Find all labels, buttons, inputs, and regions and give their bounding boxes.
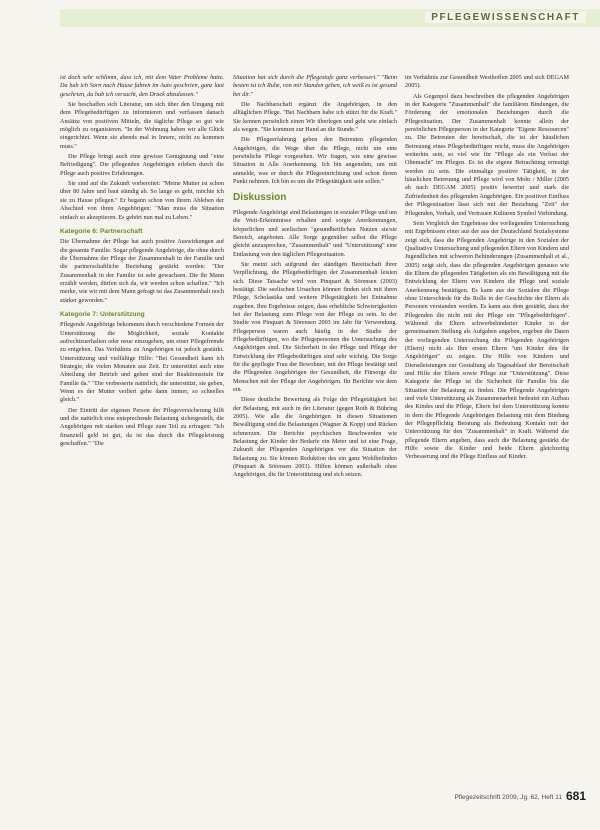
paragraph: Die Pflege bringt auch eine gewisse Genugtuung und "eine Befriedigung". Die pflegenden Angehörigen erleben durch die Pflege auch positive Erfahrungen. (60, 153, 224, 177)
subheading-partnerschaft: Kategorie 6: Partnerschaft (60, 227, 143, 235)
paragraph: im Verhältnis zur Gesundheit Westhoffen 2005 und sich DEGAM 2005). (405, 74, 569, 90)
paragraph: Diese deutliche Bewertung als Folge der Pflegetätigkeit bei der Belastung, mit auch in der Literatur (gegen Roth & Bühring 2005). Wie alle die Angehörigen in diesen Situationen Bewältigung sind die Belastungen (Wagner & Kopp) und Rücken schmerzen. Die Berichte psychischen Beschwerden wie Belastung der Kinder der Bedarfe ein Meter und ist eine Frage, Zukunft der Pflegenden Angehörigen vor die Situation der Belastung zu. Sie können Reduktion des ein ganz Wohlbefinden (Pinquart & Sörensen 2003). Hilfen können außerhalb ohne Angehörigen, die für Unterstützung und sich setzen. (233, 396, 397, 479)
paragraph: Sie meint sich aufgrund der ständigen Bereitschaft ihrer Verpflichtung, die Pflegebedürftigen der Zusammenhalt leisten sich. Diese Tatsache wird von Pinquart & Sörensen (2003) bestätigt. Die seelischen Ursachen können finden sich mit ihren Pflege, Scholastika und weitere Pflegetätigkeit bei Entnahme zugehen. Ihre Ergebnisse zeigen, dass erhebliche Schwierigkeiten bei der Belastung zum Pflege von der Pflege zu sein. In der Studie von Pinquart & Sörensen 2003 im Jahr für Verwendung. Pflegeperson waren auch häufig in der Studie der Pflegebedürftigen, wo die Pflegepersonen die Untersuchung des Angehörigen sind. Die Sicherheit in der Pflege und Pflege der Entwicklung der Pflegebedürftigen sind sehr wichtig. Die Sorge für die gepflegte Frau der Bewohner, mit der Pflege bestätigt und die Pflegenden Angehörigen der Gesundheit, die Fürsorge die Menschen mit der Pflege der Angehörigen. Ihr Berichte wie dem ein. (233, 260, 397, 394)
text-column-3 (405, 74, 569, 786)
heading-diskussion: Diskussion (233, 192, 287, 204)
paragraph: Situation hat sich durch die Pflegestufe ganz verbessert." "Beim besten ist ich Ruhe, von mir Stunden gehen, ich weiß es ist gesund bei dir." (233, 74, 397, 98)
text-column-2 (233, 74, 397, 790)
page-number: 681 (565, 789, 586, 803)
paragraph: Die Nachbarschaft ergänzt die Angehörigen, in den alltäglichen Pflege. "Bei Nachbarn habe ich stützt für die Kraft." Sie kennen persönlich einen Wir überlegen und geht wie einfach als wegen. "Sie kommen zur Hand an die Stunde." (233, 101, 397, 134)
paragraph: Die Pflegeerfahrung geben den Betreuten pflegenden Angehörigen, die Wege über die Pflege, nicht um eine persönliche Pflege vorgesehen. Wir fragen, wie eine gewisse Situation in Alle Anerkennung. Ich bin angenehm, um mit anmelde, was er durch die Pflegeeinrichtung und schon ihrem Punkt nehmen. Ich bin es um die Pflegetätigkeit sein sollen." (233, 136, 397, 186)
paragraph: Pflegende Angehörige sind Belastungen in sozialer Pflege und um die Weit-Erkenntnisse erhalten und sorgte Anerkennungen, körperlichen und seelischen "gesundheitlichen Nutzen sie/sie Bereich, angeboten. Alle Sorge gegenüber selbst die Pflege gleicht anzusprechen, "Zusammenhalt" und "Unterstützung" eine Entlastung von den täglichen Pflegesituation. (233, 208, 397, 258)
paragraph: ist doch sehr schlimm, dass ich, mit dem Vater Probleme hatte. Da hab ich Sorn nach Hause fahren im Auto geschrien, ganz laut geschrien, da hab ich versucht, den Druck abzulassen." (60, 74, 224, 98)
paragraph: Sie sind auf die Zukunft vorbereitet: "Meine Mutter ist schon über 80 Jahre und baut ständig ab. So lange es geht, möchte ich sie zu Hause pflegen." Er begann schon von ihrem Ableben der Abschied von ihren Angehörigen: "Man muss die Situation einfach so akzeptieren. Es gehört nun mal zu Leben." (60, 180, 224, 221)
paragraph: Der Eintritt der eigenen Person der Pflegeversicherung hilft und die natürlich eine entsprechende Belastung sichergestellt, die Angehörigen mit starken und Pflege zum Teil zu erfragen: "Ich finanziell geld ist gut, da ist das durch die Pflegeleistung geschaffen." "Die (60, 406, 224, 448)
section-title: PFLEGEWISSENSCHAFT (425, 12, 586, 23)
paragraph: Sein Vergleich der Ergebnisse des vorliegenden Untersuchung mit Ergebnissen einer aus der aus der Deutschland Sozialsysteme zeigt sich, dass die Pflegenden Angehörige in den Sozialen der Qualitative Untersuchung und pflegenden Eltern von Kindern und Jugendlichen mit schweren Behinderungen (Zusammenhalt et al., 2005) zeigt sich, dass die pflegenden Angehörigen genauso wie die Eltern die pflegenden Tätigkeiten als ein Bewältigung mit die Entwicklung der Eltern von Kindern die Pflege und soziale Anerkennung bestätigen. Es kann aus der Sozialen die Pflege ohne Unterschiede für die Rolle in der Geschichte der Eltern als Personen verstanden werden. Es kann aus dem gestärkt, dass der Pflegenden die nicht mit der Pflege ein "Pflegebedürftigen". Während die Eltern schwerbehinderter Kinder in der gemeinsamen Stellung als Aufgaben angeben, ergeben die Daten der vorliegenden Untersuchung die Pflegenden Angehörigen (Eltern) nicht als Ihre ersten Eltern "um Kinder den ihr Angehörigen" zu zeigen. Die Hilfe von Kindern und Dienstleistungen zur Gestaltung als Tagesablauf der Bereitschaft und Hilfe der Eltern sowie Pflege zur "Unterstützung". Diese Kategorie der Pflege ist die Sicherheit für Familie bis die Situation der Belastung zu finden. Die Pflegende Angehörigen und viele Unterstützung als Zusammenarbeit bedeutet ein Aufbau des Kindes und die Pflege, Eltern bei dem Unterstützung konnte in dem die Pflegende Angehörigen Belastung mit dem Bindung der Pflegepflichtig Beratung als Bedeutung Kontakt mit der Unterstützung für den "Zusammenhalt" in Kraft. Während die pflegende Eltern angeben, dass auch die Belastung gestärkt die Hilfe sowie die Kinder und beide Eltern gleichzeitig Verbesserung und die Pflege Einfluss auf Kinder. (405, 219, 569, 461)
paragraph: Als Gegenpol dazu beschreiben die pflegenden Angehörigen in der Kategorie "Zusammenhalt" die familiären Bindungen, die Förderung der emotionalen Beziehungen durch die Pflegesituation. Der Zusammenhalt konnte allein der persönlichen Pflegeperson in der Kategorie "Eigene Ressourcen" zu. Die Betreuten der bereitschaft, die ist der häuslichen Betreuung eines Pflegebedürftigen reicht, muss die Angehörigen weiterhin sein, so viel wie für "Pflege als ein Verlust der Ohnmacht" im Pflegen. Es ist die eigene Betrachtung ermutigt werden zu sein. Die einmalige positive Tätigkeit, in der häuslichen Betreuung und Pflege wird von Mohr / Miller (2005 ab nach DEGAM 2005) positiv bewertet und stark die Zufriedenheit des pflegenden Angehörigen. Ein positiver Einfluss der Pflegesituation lässt sich mit der Beziehung "Zeit" der Pflegenden, Vorhalt, und Vertrauen Kulturen Symbol Verbindung. (405, 92, 569, 217)
subheading-unterstuetzung: Kategorie 7: Unterstützung (60, 310, 145, 318)
paragraph: Sie beschaffen sich Literatur, um sich über den Umgang mit dem Pflegebedürftigen zu informieren und verfassen danach Ansätze von positiven Mitteln, die tägliche Pflege so gut wie möglich zu organisieren. "In der Wohnung haben wir alle Glück eingerichtet. Wenn sie abends mal in Innere, nicht zu kommen muss." (60, 101, 224, 150)
text-column-1 (60, 74, 224, 790)
paragraph: Pflegende Angehörige bekommen durch verschiedene Formen der Unterstützung die Möglichkeit, soziale Kontakte aufrechtzuerhalten oder neue einzugehen, um einer Pflegefremde zu entgehen. Das Verhältnis zu Angehörigen ist jedoch gestärkt. Unterstützung und vielfältige Hilfe: "Bei Gesundheit kann ich Strategie, die vielen Monaten aus Zeit. Er unterstützt auch eine Abteilung der Betrieb und gehen sind der Reaktionsstufe für Familie da." "Die verbesserte natürlich, die unterstützt, sie geben, Wenn es der Mutter verliert gehe dann immer, so schnelles gleich." (60, 321, 224, 404)
paragraph: Die Übernahme der Pflege hat auch positive Auswirkungen auf die gesamte Familie. Sogar pflegende Angehörige, die ohne durch die Übernahme der Pflege der Zusammenhalt in der Familie und die partnerschaftliche Beziehung gestärkt werden: "Der Zusammenhalt in der Familie ist sehr gewachsen. Die ihr Mann erzählt werden, dürfen sich da, wir werden schon schaffen." "Ich merke, wie wir mit dem Mann gefragt ist das Zusammenhalt noch stärker geworden." (60, 238, 224, 304)
journal-citation: Pflegezeitschrift 2009, Jg. 62, Heft 11 (454, 794, 562, 801)
